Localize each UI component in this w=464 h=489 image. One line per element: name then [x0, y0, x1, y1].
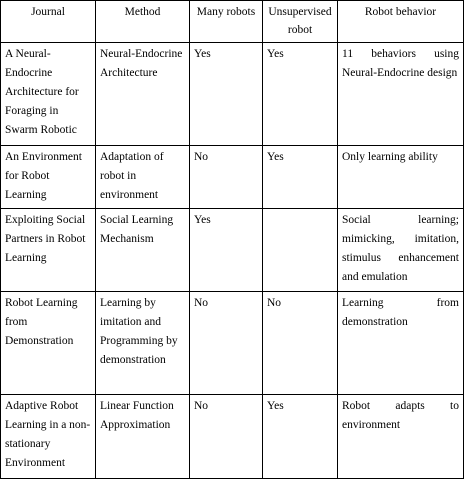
cell-unsupervised: [263, 209, 338, 292]
cell-many-robots: No: [190, 395, 263, 479]
cell-journal: A Neural-Endocrine Architecture for Foraging in Swarm Robotic: [1, 43, 96, 146]
cell-journal: Robot Learning from Demonstration: [1, 292, 96, 395]
cell-unsupervised: Yes: [263, 146, 338, 209]
cell-behavior: Only learning ability: [338, 146, 464, 209]
cell-unsupervised: Yes: [263, 43, 338, 146]
cell-method: Social Learning Mechanism: [96, 209, 190, 292]
cell-method: Neural-Endocrine Architecture: [96, 43, 190, 146]
table-row: [1, 292, 464, 395]
cell-method: Learning by imitation and Programming by demonstration: [96, 292, 190, 395]
cell-behavior: Robot adapts to environment: [338, 395, 464, 479]
cell-method: Linear Function Approximation: [96, 395, 190, 479]
cell-behavior: Social learning; mimicking, imitation, stimulus enhancement and emulation: [338, 209, 464, 292]
cell-behavior: Learning from demonstration: [338, 292, 464, 395]
header-unsupervised-robot: Unsupervised robot: [263, 1, 338, 43]
cell-journal: Exploiting Social Partners in Robot Learning: [1, 209, 96, 292]
cell-many-robots: No: [190, 146, 263, 209]
table-row: [1, 395, 464, 479]
cell-journal: Adaptive Robot Learning in a non-stationary Environment: [1, 395, 96, 479]
table-row: [1, 43, 464, 146]
table-row: [1, 209, 464, 292]
cell-many-robots: Yes: [190, 43, 263, 146]
cell-unsupervised: Yes: [263, 395, 338, 479]
header-method: Method: [96, 1, 190, 43]
cell-journal: An Environment for Robot Learning: [1, 146, 96, 209]
header-journal: Journal: [1, 1, 96, 43]
header-row: [1, 1, 464, 43]
table-row: [1, 146, 464, 209]
cell-method: Adaptation of robot in environment: [96, 146, 190, 209]
header-many-robots: Many robots: [190, 1, 263, 43]
cell-unsupervised: No: [263, 292, 338, 395]
cell-many-robots: No: [190, 292, 263, 395]
header-robot-behavior: Robot behavior: [338, 1, 464, 43]
cell-many-robots: Yes: [190, 209, 263, 292]
cell-behavior: 11 behaviors using Neural-Endocrine design: [338, 43, 464, 146]
